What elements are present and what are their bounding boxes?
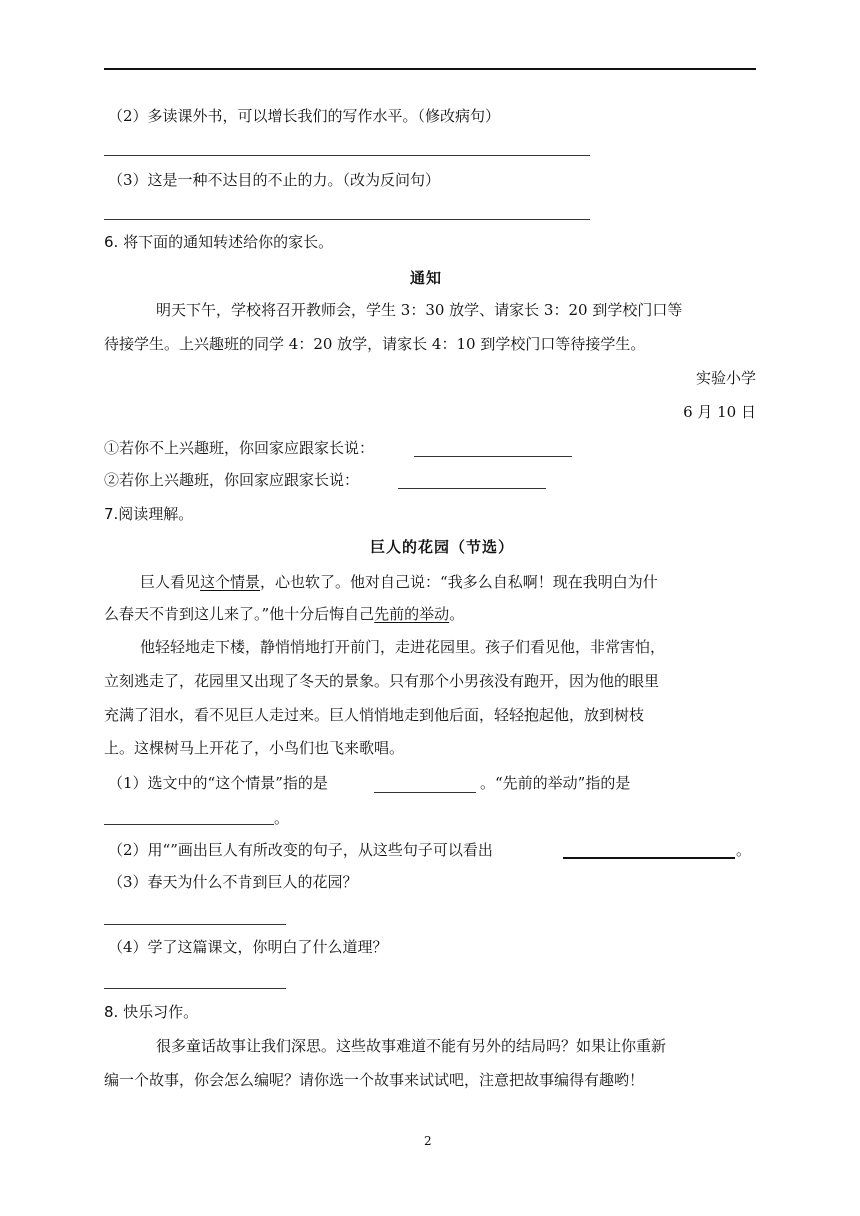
q6-sub2: ②若你上兴趣班，你回家应跟家长说： (104, 471, 360, 489)
q7-sub4-answer-line[interactable] (104, 988, 286, 989)
page-number: 2 (424, 1134, 432, 1148)
passage-p1-line2 (104, 604, 464, 624)
header-rule (104, 68, 756, 70)
q8-prompt-line1: 很多童话故事让我们深思。这些故事难道不能有另外的结局吗？如果让你重新 (156, 1037, 667, 1055)
q5-item3-answer-line[interactable] (104, 219, 590, 220)
q7-sub1-end: 。 (274, 809, 290, 827)
notice-signature: 实验小学 (695, 369, 756, 387)
passage-p2-line3: 充满了泪水，看不见巨人走过来。巨人悄悄地走到他后面，轻轻抱起他，放到树枝 (104, 706, 645, 724)
q7-sub1-part2: 。“先前的举动”指的是 (480, 774, 631, 792)
passage-p2-line1: 他轻轻地走下楼，静悄悄地打开前门，走进花园里。孩子们看见他，非常害怕， (140, 638, 666, 656)
passage-p1-line1 (140, 572, 658, 592)
passage-title: 巨人的花园（节选） (370, 538, 515, 556)
q7-sub4: （4）学了这篇课文，你明白了什么道理？ (108, 938, 388, 956)
q7-sub3: （3）春天为什么不肯到巨人的花园？ (108, 873, 358, 891)
q6-sub1-answer-line[interactable] (414, 456, 572, 457)
q8-heading: 8. 快乐习作。 (104, 1003, 199, 1021)
q7-sub2-answer-line[interactable] (563, 857, 735, 859)
notice-line-2: 待接学生。上兴趣班的同学 4：20 放学，请家长 4：10 到学校门口等待接学生。 (104, 335, 646, 353)
q6-heading: 6. 将下面的通知转述给你的家长。 (104, 233, 334, 251)
q6-sub1: ①若你不上兴趣班，你回家应跟家长说： (104, 439, 375, 457)
passage-text: 么春天不肯到这儿来了。”他十分后悔自己 (104, 605, 375, 623)
passage-p2-line2: 立刻逃走了，花园里又出现了冬天的景象。只有那个小男孩没有跑开，因为他的眼里 (104, 672, 660, 690)
passage-text: 巨人看见 (140, 573, 201, 591)
notice-line-1: 明天下午，学校将召开教师会，学生 3：30 放学、请家长 3：20 到学校门口等 (156, 301, 683, 319)
notice-title: 通知 (410, 269, 443, 287)
q8-prompt-line2: 编一个故事，你会怎么编呢？请你选一个故事来试试吧，注意把故事编得有趣哟！ (104, 1071, 645, 1089)
q7-sub3-answer-line[interactable] (104, 924, 286, 925)
passage-text: 。 (449, 605, 465, 623)
q7-sub1-part1: （1）选文中的“这个情景”指的是 (108, 774, 328, 792)
underlined-phrase-scene: 这个情景 (200, 573, 261, 591)
q5-item2: （2）多读课外书，可以增长我们的写作水平。（修改病句） (108, 107, 501, 125)
q7-sub2-end: 。 (736, 841, 752, 859)
q5-item3: （3）这是一种不达目的不止的力。（改为反问句） (108, 171, 441, 189)
q5-item2-answer-line[interactable] (104, 155, 590, 156)
notice-date: 6 月 10 日 (683, 403, 756, 421)
underlined-phrase-action: 先前的举动 (374, 605, 450, 623)
q7-sub1-answer-line-2[interactable] (104, 824, 274, 825)
q7-heading: 7.阅读理解。 (104, 505, 194, 523)
q6-sub2-answer-line[interactable] (398, 488, 546, 489)
q7-sub1-answer-line-1[interactable] (374, 792, 476, 793)
passage-p2-line4: 上。这棵树马上开花了，小鸟们也飞来歌唱。 (104, 739, 405, 757)
q7-sub2: （2）用“”画出巨人有所改变的句子，从这些句子可以看出 (108, 841, 493, 859)
passage-text: ，心也软了。他对自己说：“我多么自私啊！现在我明白为什 (260, 573, 658, 591)
